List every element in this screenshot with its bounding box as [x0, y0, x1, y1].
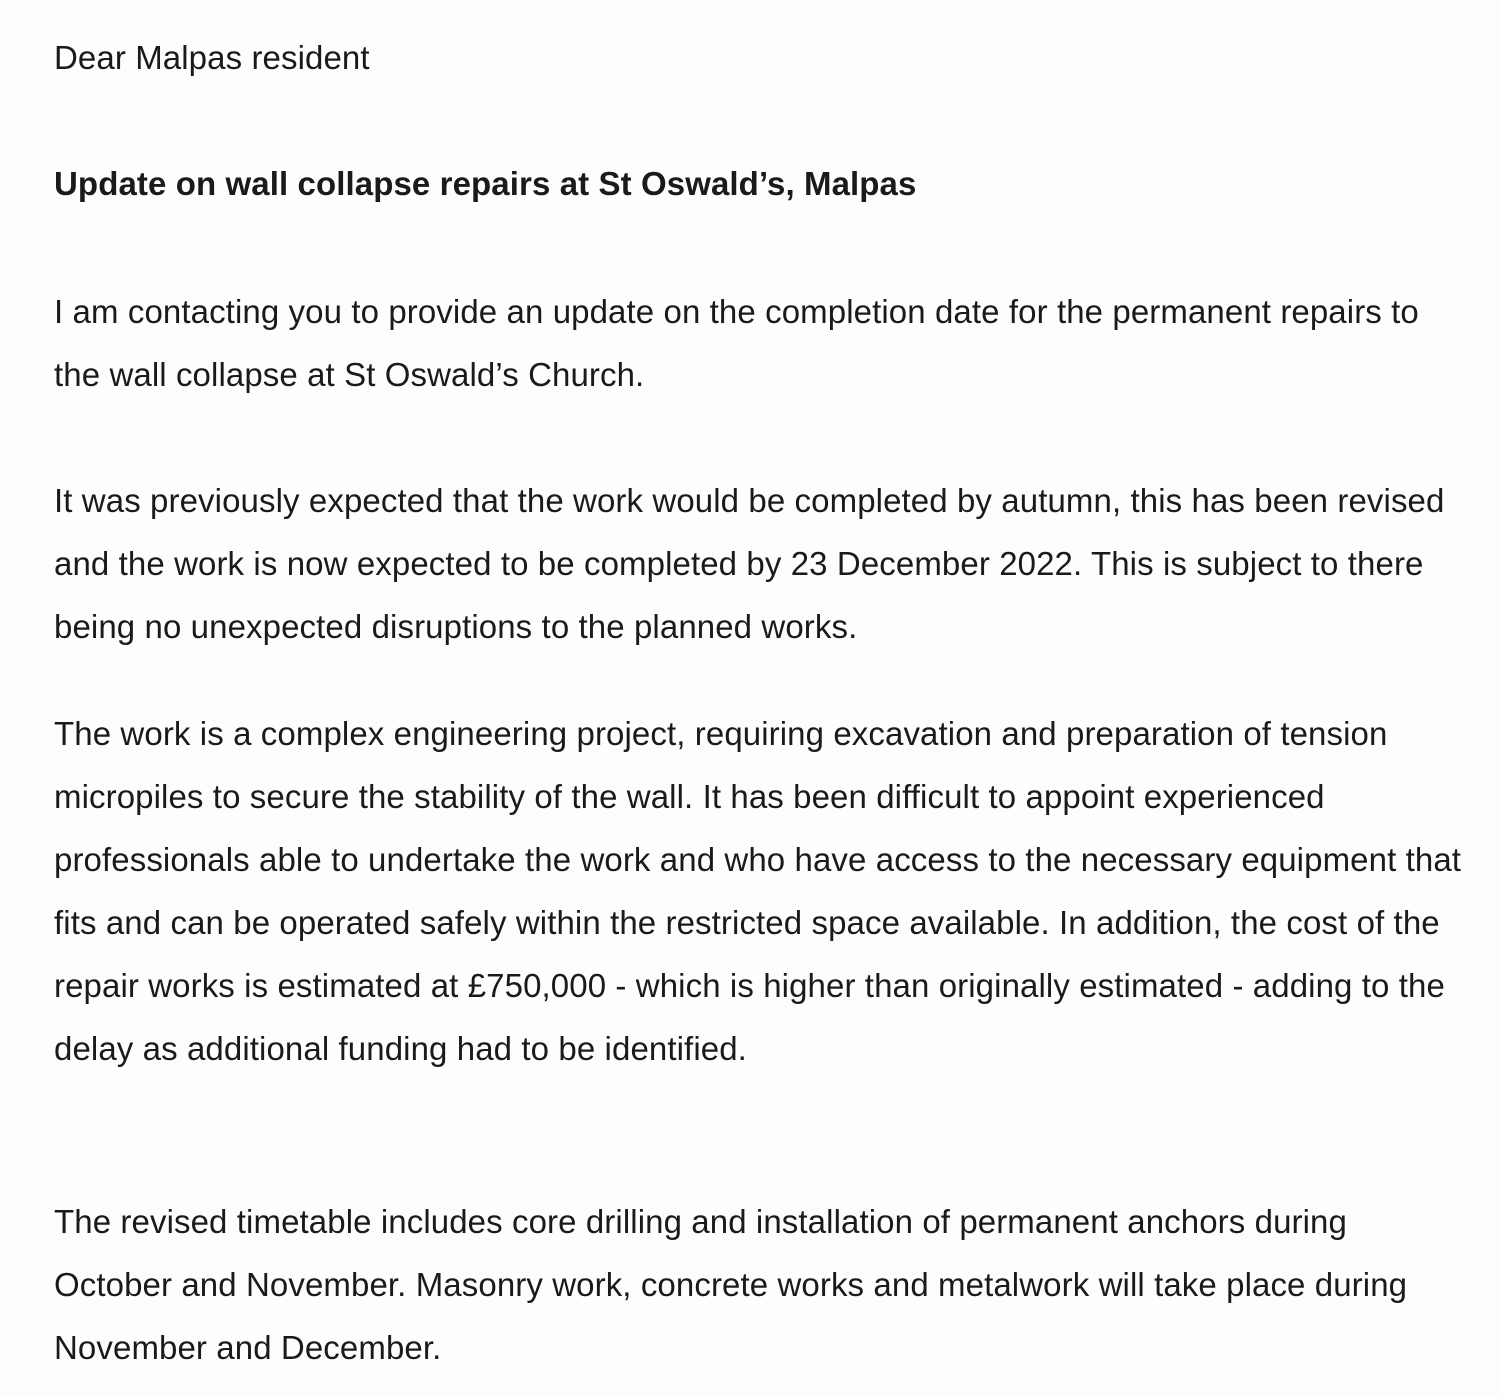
paragraph-engineering-cost: The work is a complex engineering project, requiring excavation and preparation of tension micropiles to secure the stability of the wall. It has been difficult to appoint experienced professionals able to undertake the work and who have access to the necessary equipment that fits and can be operated safely within the restricted space available. In addition, the cost of the repair works is estimated at £750,000 - which is higher than originally estimated - adding to the delay as additional funding had to be identified. — [54, 715, 1462, 1067]
paragraph-timetable: The revised timetable includes core drilling and installation of permanent anchors during October and November. Masonry work, concrete works and metalwork will take place during November and December. — [54, 1203, 1408, 1366]
paragraph-completion-update: I am contacting you to provide an update on the completion date for the permanent repairs to the wall collapse at St Oswald’s Church. — [54, 293, 1419, 393]
paragraph-revised-date: It was previously expected that the work would be completed by autumn, this has been revised and the work is now expected to be completed by 23 December 2022. This is subject to there being no unexpected disruptions to the planned works. — [54, 482, 1445, 645]
salutation: Dear Malpas resident — [54, 39, 370, 76]
letter-heading: Update on wall collapse repairs at St Oswald’s, Malpas — [54, 165, 917, 202]
